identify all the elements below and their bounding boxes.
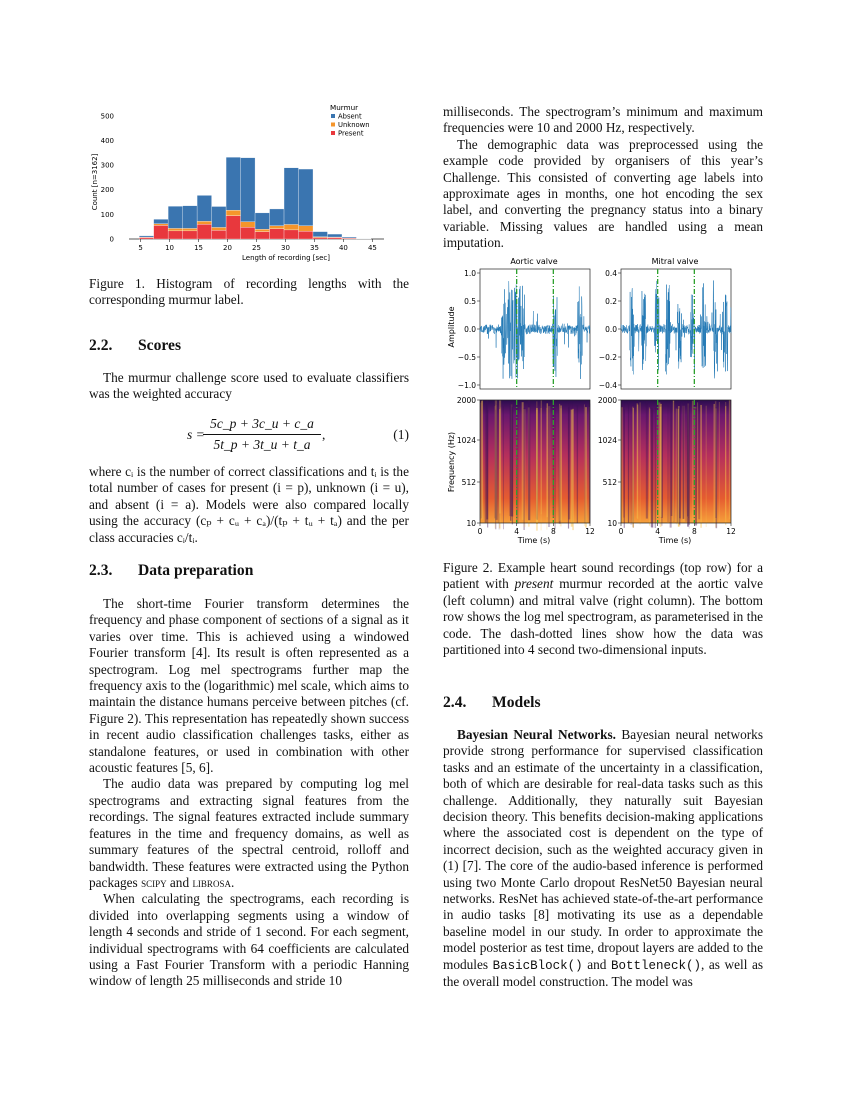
spectrogram-streak bbox=[667, 406, 669, 522]
freq-tick-label: 2000 bbox=[456, 396, 476, 405]
amp-tick-label: 1.0 bbox=[464, 269, 476, 278]
equation-numerator: 5c_p + 3c_u + c_a bbox=[210, 416, 314, 431]
x-tick-label: 5 bbox=[138, 244, 143, 252]
histogram-x-label: Length of recording [sec] bbox=[241, 254, 331, 262]
bar-absent bbox=[183, 206, 197, 229]
right-column-top-text bbox=[443, 104, 763, 252]
x-tick-label: 40 bbox=[338, 244, 348, 252]
spectrogram-streak bbox=[688, 400, 689, 518]
spectrogram-streak bbox=[719, 402, 720, 521]
time-tick-label: 4 bbox=[655, 527, 661, 536]
frequency-axis-label: Frequency (Hz) bbox=[447, 431, 456, 493]
spectrogram-streak bbox=[633, 408, 634, 528]
amp-tick-label: 0.5 bbox=[464, 297, 476, 306]
bar-unknown bbox=[270, 226, 284, 229]
paragraph bbox=[443, 727, 763, 991]
x-tick-label: 10 bbox=[165, 244, 175, 252]
figure-2-caption bbox=[443, 560, 763, 658]
text: Bayesian neural networks provide strong performance for supervised classification tasks and an estimate of the uncertainty in a classification, both of which are desirable for real-data tasks such as this challenge. Additionally, they naturally suit Bayesian decision theory. This benefits decision-making applications where the associated cost is dependent on the type of incorrect decision, such as the weighted accuracy given in (1) [7]. The core of the audio-based inference is performed using two Monte Carlo dropout ResNet50 Bayesian neural networks. ResNet has achieved state-of-the-art performance in audio tasks [8] motivating its use as a dependable baseline model in our study. In order to approximate the model posterior as test time, dropout layers are added to the modules bbox=[443, 727, 763, 972]
spectrogram-streak bbox=[646, 401, 648, 518]
bar-present bbox=[212, 230, 226, 239]
x-tick-label: 45 bbox=[367, 244, 377, 252]
amplitude-axis-label: Amplitude bbox=[447, 306, 456, 348]
amp-tick-label: −1.0 bbox=[457, 381, 476, 390]
spectrogram-streak bbox=[651, 409, 653, 528]
spectrogram-streak bbox=[585, 407, 587, 527]
spectrogram-streak bbox=[559, 404, 560, 521]
figure-2-recordings bbox=[440, 252, 765, 548]
spectrogram-streak bbox=[541, 400, 542, 514]
spectrogram-streak bbox=[547, 403, 548, 517]
spectrogram-streak bbox=[671, 402, 673, 516]
y-tick-label: 300 bbox=[100, 161, 114, 170]
freq-tick-label: 10 bbox=[607, 519, 617, 528]
spectrogram-streak bbox=[729, 400, 730, 519]
spectrogram-streak bbox=[537, 400, 538, 519]
bar-present bbox=[139, 238, 153, 239]
spectrogram-streak bbox=[577, 405, 578, 523]
code-identifier: BasicBlock() bbox=[492, 958, 583, 973]
y-tick-label: 100 bbox=[100, 210, 114, 219]
x-tick-label: 15 bbox=[194, 244, 204, 252]
spectrogram-streak bbox=[716, 407, 718, 528]
spectrogram-streak bbox=[695, 409, 697, 526]
freq-tick-label: 1024 bbox=[597, 436, 617, 445]
time-tick-label: 12 bbox=[585, 527, 595, 536]
bar-present bbox=[284, 230, 298, 239]
y-tick-label: 400 bbox=[100, 136, 114, 145]
bar-unknown bbox=[284, 224, 298, 229]
section-title: Data preparation bbox=[138, 562, 254, 579]
section-2-2-intro bbox=[89, 370, 409, 403]
time-tick-label: 8 bbox=[691, 527, 697, 536]
bar-unknown bbox=[299, 226, 313, 231]
bar-absent bbox=[212, 206, 226, 227]
spectrogram-streak bbox=[523, 409, 525, 527]
text: and bbox=[169, 874, 190, 890]
amp-tick-label: 0.2 bbox=[605, 297, 617, 306]
bar-absent bbox=[139, 236, 153, 237]
spectrogram-streak bbox=[503, 406, 504, 529]
bar-unknown bbox=[168, 228, 182, 230]
histogram-legend bbox=[330, 103, 370, 138]
bar-unknown bbox=[241, 222, 255, 227]
freq-tick-label: 1024 bbox=[456, 436, 476, 445]
figure-1-histogram bbox=[88, 100, 408, 268]
legend-swatch bbox=[331, 114, 335, 118]
bar-unknown bbox=[183, 228, 197, 230]
caption-text: murmur recorded at the aortic valve (left column) and mitral valve (right column). The bottom row shows the log mel spectrogram, as parameterised in the code. The dash-dotted lines show how the data was partitioned into 4 second two-dimensional inputs. bbox=[443, 576, 763, 658]
spectrogram-streak bbox=[528, 400, 530, 520]
amp-tick-label: −0.5 bbox=[457, 353, 476, 362]
spectrogram-streak bbox=[698, 401, 700, 519]
y-tick-label: 0 bbox=[109, 235, 114, 244]
bar-unknown bbox=[197, 221, 211, 224]
bar-absent bbox=[226, 157, 240, 210]
spectrogram-streak bbox=[697, 402, 698, 524]
spectrogram-streak bbox=[497, 409, 498, 523]
freq-tick-label: 512 bbox=[602, 478, 617, 487]
spectrogram-streak bbox=[680, 402, 681, 519]
bar-absent bbox=[284, 168, 298, 225]
spectrogram-streak bbox=[661, 404, 662, 525]
section-2-2-heading bbox=[89, 337, 181, 355]
equation-denominator: 5t_p + 3t_u + t_a bbox=[213, 437, 311, 452]
section-2-3-body bbox=[89, 596, 409, 990]
figure-2-panels bbox=[457, 269, 736, 536]
bar-absent bbox=[313, 232, 327, 237]
section-title: Models bbox=[492, 694, 541, 711]
bar-present bbox=[299, 231, 313, 239]
freq-tick-label: 2000 bbox=[597, 396, 617, 405]
x-tick-label: 20 bbox=[223, 244, 232, 252]
time-tick-label: 12 bbox=[726, 527, 736, 536]
paragraph bbox=[89, 776, 409, 891]
figure-1-caption: Figure 1. Histogram of recording lengths with the corresponding murmur label. bbox=[89, 276, 409, 308]
text: The audio data was prepared by computing log mel spectrograms and extracting signal features from the recordings. The signal features extracted include summary features in the time and frequency domains, as well as summary features of the spectral centroid, rolloff and bandwidth. These features were extracted using the Python packages bbox=[89, 776, 409, 890]
bar-present bbox=[168, 231, 182, 239]
spectrogram-streak bbox=[685, 400, 686, 522]
spectrogram-streak bbox=[706, 406, 707, 527]
paragraph: The short-time Fourier transform determines the frequency and phase component of sections of a signal as it varies over time. This is achieved using a windowed Fourier transform [4]. Its result is often represented as a spectrogram. Log mel spectrograms further map the frequency axis to the (logarithmic) mel scale, which aims to maintain the distance humans perceive between pitches (cf. Figure 2). This representation has repeatedly shown success in recent audio classification challenges tasks, either as standalone features, or used in combination with other acoustic features [5, 6]. bbox=[89, 596, 409, 776]
section-2-4-body bbox=[443, 727, 763, 991]
bar-absent bbox=[342, 237, 356, 238]
spectrogram-streak bbox=[673, 402, 674, 522]
freq-tick-label: 512 bbox=[461, 478, 476, 487]
bar-present bbox=[183, 231, 197, 239]
spectrogram-streak bbox=[677, 403, 679, 522]
bar-absent bbox=[154, 219, 168, 223]
spectrogram-streak bbox=[548, 406, 550, 524]
spectrogram-streak bbox=[560, 405, 562, 520]
x-tick-label: 25 bbox=[252, 244, 261, 252]
histogram-y-label: Count [n=3162] bbox=[91, 153, 99, 211]
spectrogram-streak bbox=[624, 409, 625, 527]
code-identifier: Bottleneck() bbox=[610, 958, 701, 973]
bar-present bbox=[255, 232, 269, 239]
section-2-2-body bbox=[89, 464, 409, 546]
paragraph: where cᵢ is the number of correct classifications and tᵢ is the total number of cases for present (i = p), unknown (i = u), and absent (i = a). Models were also compared locally using the accuracy (cₚ + cᵤ + cₐ)/(tₚ + tᵤ + tₐ) and the per class accuracies cᵢ/tᵢ. bbox=[89, 464, 409, 545]
bar-present bbox=[313, 238, 327, 239]
bar-present bbox=[154, 225, 168, 239]
equation-trail: , bbox=[322, 427, 326, 442]
spectrogram-streak bbox=[569, 406, 570, 520]
panel-title-mitral: Mitral valve bbox=[651, 257, 699, 266]
spectrogram-streak bbox=[510, 403, 511, 521]
bar-absent bbox=[255, 213, 269, 229]
x-tick-label: 35 bbox=[309, 244, 319, 252]
bar-absent bbox=[270, 209, 284, 226]
bar-present bbox=[197, 224, 211, 239]
equation-lhs: s = bbox=[187, 427, 205, 442]
section-2-4-heading bbox=[443, 694, 541, 712]
bar-absent bbox=[299, 169, 313, 226]
spectrogram-streak bbox=[512, 407, 513, 524]
histogram-bars bbox=[139, 157, 371, 239]
bar-absent bbox=[327, 234, 341, 237]
amp-tick-label: −0.4 bbox=[598, 381, 617, 390]
spectrogram-streak bbox=[725, 406, 726, 525]
spectrogram-streak bbox=[495, 404, 497, 520]
amp-tick-label: −0.2 bbox=[598, 353, 617, 362]
section-number: 2.2. bbox=[89, 337, 113, 354]
legend-swatch bbox=[331, 123, 335, 127]
equation-1 bbox=[89, 416, 409, 460]
spectrogram-streak bbox=[487, 410, 488, 528]
y-tick-label: 500 bbox=[100, 112, 114, 121]
equation-fraction bbox=[203, 416, 321, 453]
text: and bbox=[587, 956, 607, 972]
spectrogram-streak bbox=[713, 404, 715, 523]
spectrogram-streak bbox=[554, 408, 555, 529]
legend-swatch bbox=[331, 131, 335, 135]
time-tick-label: 0 bbox=[618, 527, 624, 536]
freq-tick-label: 10 bbox=[466, 519, 476, 528]
bar-present bbox=[270, 229, 284, 239]
legend-label: Unknown bbox=[338, 121, 370, 129]
caption-emphasis: present bbox=[514, 576, 554, 592]
spectrogram-streak bbox=[700, 405, 702, 528]
spectrogram-streak bbox=[481, 401, 483, 520]
bar-unknown bbox=[226, 210, 240, 215]
legend-title: Murmur bbox=[330, 103, 359, 112]
bar-absent bbox=[197, 195, 211, 221]
spectrogram-streak bbox=[639, 402, 641, 524]
section-2-3-heading bbox=[89, 562, 253, 580]
section-number: 2.3. bbox=[89, 562, 113, 579]
bar-absent bbox=[241, 158, 255, 222]
paragraph: The murmur challenge score used to evaluate classifiers was the weighted accuracy bbox=[89, 370, 409, 402]
time-axis-label-left: Time (s) bbox=[517, 536, 551, 545]
package-name: scipy bbox=[141, 874, 167, 890]
amp-tick-label: 0.0 bbox=[605, 325, 617, 334]
paragraph: The demographic data was preprocessed using the example code provided by organisers of this year’s Challenge. This consisted of converting age labels into approximate ages in months, one hot encoding the sex label, and converting the pregnancy status into a binary variable. Missing values are handled using a mean imputation. bbox=[443, 136, 763, 251]
package-name: librosa bbox=[192, 874, 231, 890]
y-tick-label: 200 bbox=[100, 186, 114, 195]
bar-absent bbox=[168, 206, 182, 228]
spectrogram-streak bbox=[500, 407, 502, 529]
caption-text: Figure 2. Example heart sound recordings (top row) for a patient with bbox=[443, 560, 763, 592]
x-tick-label: 30 bbox=[281, 244, 290, 252]
bar-present bbox=[241, 227, 255, 239]
spectrogram-streak bbox=[658, 402, 660, 515]
bar-unknown bbox=[212, 227, 226, 230]
paragraph: When calculating the spectrograms, each recording is divided into overlapping segments using a window of length 4 seconds and stride of 1 second. For each segment, individual spectrograms with 64 coefficients are calculated using a Fast Fourier Transform with a periodic Hanning window of length 25 milliseconds and stride 10 bbox=[89, 891, 409, 989]
bar-unknown bbox=[255, 229, 269, 231]
spectrogram-streak bbox=[692, 401, 694, 522]
spectrogram-streak bbox=[637, 405, 638, 520]
legend-label: Present bbox=[338, 129, 364, 138]
text: . bbox=[230, 874, 235, 890]
time-axis-label-right: Time (s) bbox=[658, 536, 692, 545]
time-tick-label: 0 bbox=[477, 527, 483, 536]
amp-tick-label: 0.4 bbox=[605, 269, 617, 278]
spectrogram-streak bbox=[649, 409, 650, 526]
time-tick-label: 4 bbox=[514, 527, 520, 536]
bar-unknown bbox=[154, 224, 168, 226]
bar-present bbox=[327, 238, 341, 239]
legend-label: Absent bbox=[338, 112, 362, 121]
spectrogram-streak bbox=[683, 402, 685, 519]
text: , as well as the overall model construction. The model was bbox=[443, 956, 764, 990]
paragraph-heading: Bayesian Neural Networks. bbox=[457, 727, 616, 742]
panel-title-aortic: Aortic valve bbox=[510, 257, 558, 266]
section-title: Scores bbox=[138, 337, 182, 354]
spectrogram-streak bbox=[572, 409, 574, 530]
section-number: 2.4. bbox=[443, 694, 467, 711]
paragraph: milliseconds. The spectrogram’s minimum and maximum frequencies were 10 and 2000 Hz, respectively. bbox=[443, 104, 763, 136]
equation-number: (1) bbox=[393, 427, 409, 442]
spectrogram-streak bbox=[655, 408, 656, 528]
spectrogram-streak bbox=[630, 409, 632, 525]
time-tick-label: 8 bbox=[550, 527, 556, 536]
amp-tick-label: 0.0 bbox=[464, 325, 476, 334]
bar-present bbox=[226, 216, 240, 239]
spectrogram-streak bbox=[628, 402, 629, 522]
